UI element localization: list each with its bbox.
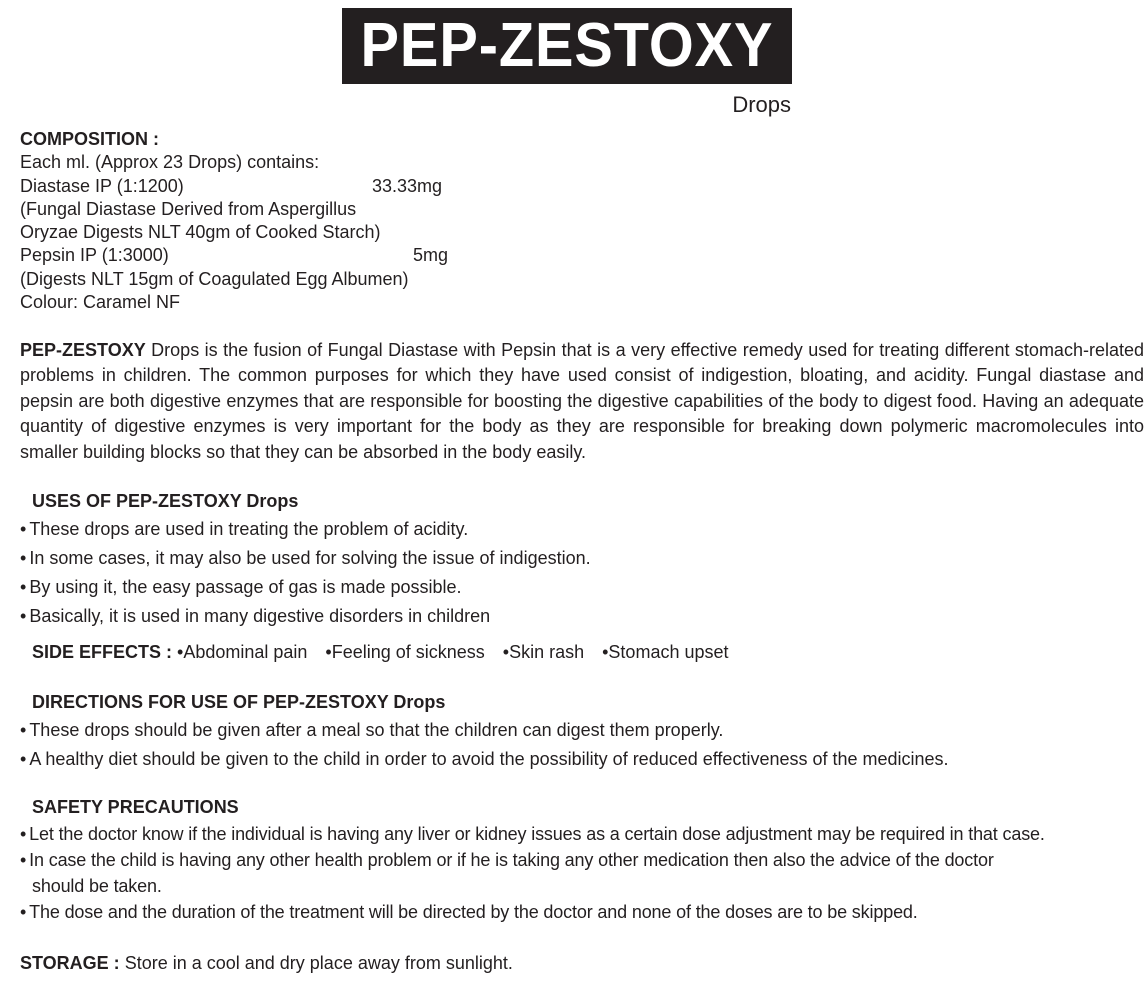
composition-section: [20, 128, 460, 314]
ingredient-row: [20, 175, 442, 198]
ingredient-amount: 33.33mg: [371, 175, 442, 196]
brand-name: PEP-ZESTOXY: [360, 11, 774, 80]
list-item: • By using it, the easy passage of gas is made possible.: [20, 573, 591, 602]
side-effect-item: •Feeling of sickness: [325, 642, 485, 662]
list-item: • The dose and the duration of the treatment will be directed by the doctor and none of the doses are to be skipped.: [20, 899, 1045, 925]
description-paragraph: [20, 338, 1144, 465]
description-lead: PEP-ZESTOXY: [20, 340, 146, 360]
storage-line: [20, 950, 513, 976]
description-text: Drops is the fusion of Fungal Diastase with Pepsin that is a very effective remedy used for treating different stomach-related problems in children. The common purposes for which they have used consist of indigestion, bloating, and acidity. Fungal diastase and pepsin are both digestive enzymes that are responsible for boosting the digestive capabilities of the body to digest food. Having an adequate quantity of digestive enzymes is very important for the body as they are responsible for breaking down polymeric macromolecules into smaller building blocks so that they can be absorbed in the body easily.: [20, 340, 1144, 462]
list-item-continuation: should be taken.: [32, 876, 162, 896]
brand-logo-banner: [342, 8, 792, 84]
ingredient-row: [20, 244, 448, 267]
safety-section: [20, 793, 1045, 925]
ingredient-note: Oryzae Digests NLT 40gm of Cooked Starch): [20, 222, 381, 243]
ingredient-note: (Fungal Diastase Derived from Aspergillus: [20, 198, 357, 219]
directions-heading: DIRECTIONS FOR USE OF PEP-ZESTOXY Drops: [32, 692, 446, 712]
safety-heading: SAFETY PRECAUTIONS: [32, 797, 239, 817]
side-effects-label: SIDE EFFECTS :: [32, 642, 178, 662]
list-item: • A healthy diet should be given to the child in order to avoid the possibility of reduced effectiveness of the medicines.: [20, 745, 949, 774]
storage-label: STORAGE :: [20, 953, 125, 973]
ingredient-name: Pepsin IP (1:3000): [20, 245, 169, 266]
list-item: • Let the doctor know if the individual is having any liver or kidney issues as a certain dose adjustment may be required in that case.: [20, 821, 1045, 847]
list-item: • These drops are used in treating the problem of acidity.: [20, 515, 591, 544]
ingredient-note: (Digests NLT 15gm of Coagulated Egg Albumen): [20, 268, 409, 289]
uses-heading: USES OF PEP-ZESTOXY Drops: [32, 491, 299, 511]
side-effects-line: [32, 639, 729, 665]
storage-text: Store in a cool and dry place away from sunlight.: [124, 953, 513, 973]
dosage-form: Drops: [732, 92, 791, 117]
ingredient-name: Diastase IP (1:1200): [20, 175, 184, 196]
list-item: • Basically, it is used in many digestive disorders in children: [20, 602, 591, 631]
side-effect-item: •Skin rash: [502, 642, 585, 662]
side-effect-item: •Stomach upset: [602, 642, 729, 662]
list-item: • In some cases, it may also be used for solving the issue of indigestion.: [20, 544, 591, 573]
ingredient-amount: 5mg: [412, 245, 448, 266]
side-effect-item: •Abdominal pain: [177, 642, 308, 662]
composition-heading: COMPOSITION :: [20, 129, 159, 149]
colour-line: Colour: Caramel NF: [20, 292, 181, 313]
directions-section: [20, 688, 949, 774]
uses-section: [20, 487, 591, 631]
list-item: • In case the child is having any other health problem or if he is taking any other medication then also the advice of the doctor: [20, 847, 1045, 873]
composition-intro: Each ml. (Approx 23 Drops) contains:: [20, 152, 320, 173]
list-item: • These drops should be given after a meal so that the children can digest them properly.: [20, 716, 949, 745]
